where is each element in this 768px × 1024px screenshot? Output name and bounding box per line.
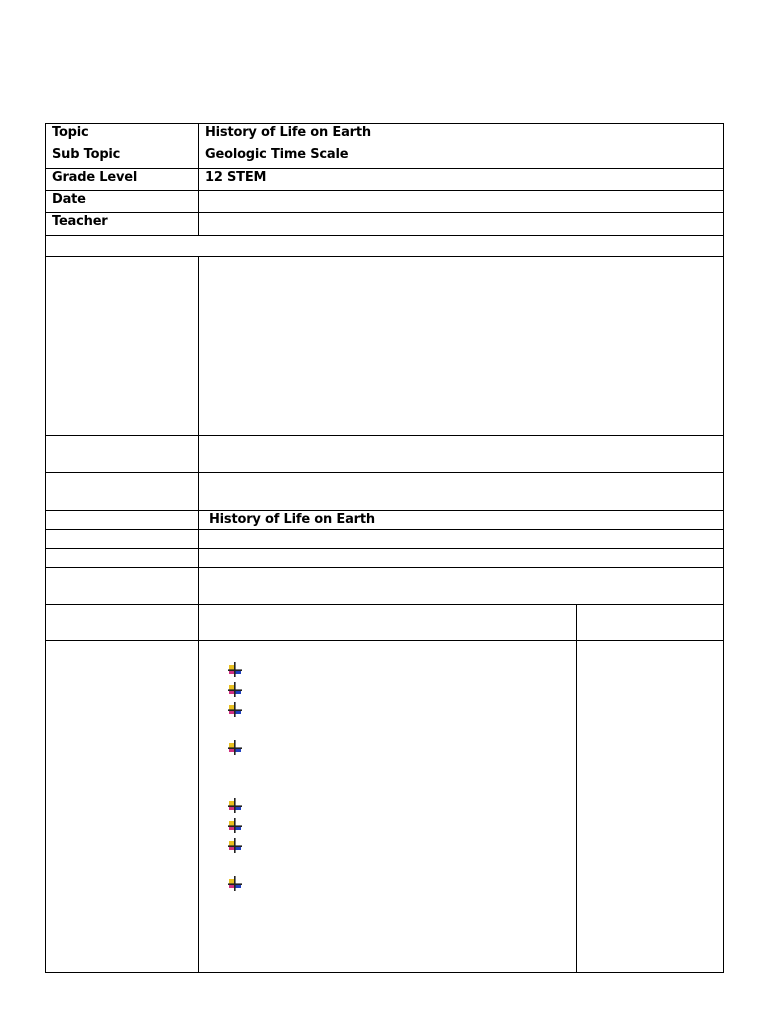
- four-point-star-bullet-icon: [227, 682, 243, 698]
- four-point-star-bullet-icon: [227, 818, 243, 834]
- four-point-star-bullet-icon: [227, 876, 243, 892]
- four-point-star-bullet-icon: [227, 740, 243, 756]
- topic-label: Topic: [52, 125, 89, 140]
- topic-value: History of Life on Earth: [205, 125, 371, 140]
- four-point-star-bullet-icon: [227, 702, 243, 718]
- subtopic-label: Sub Topic: [52, 147, 121, 162]
- grade-level-value: 12 STEM: [205, 170, 267, 185]
- four-point-star-bullet-icon: [227, 838, 243, 854]
- date-label: Date: [52, 192, 86, 207]
- four-point-star-bullet-icon: [227, 662, 243, 678]
- teacher-label: Teacher: [52, 214, 108, 229]
- four-point-star-bullet-icon: [227, 798, 243, 814]
- grade-level-label: Grade Level: [52, 170, 138, 185]
- lesson-topic-repeat: History of Life on Earth: [209, 512, 375, 527]
- subtopic-value: Geologic Time Scale: [205, 147, 349, 162]
